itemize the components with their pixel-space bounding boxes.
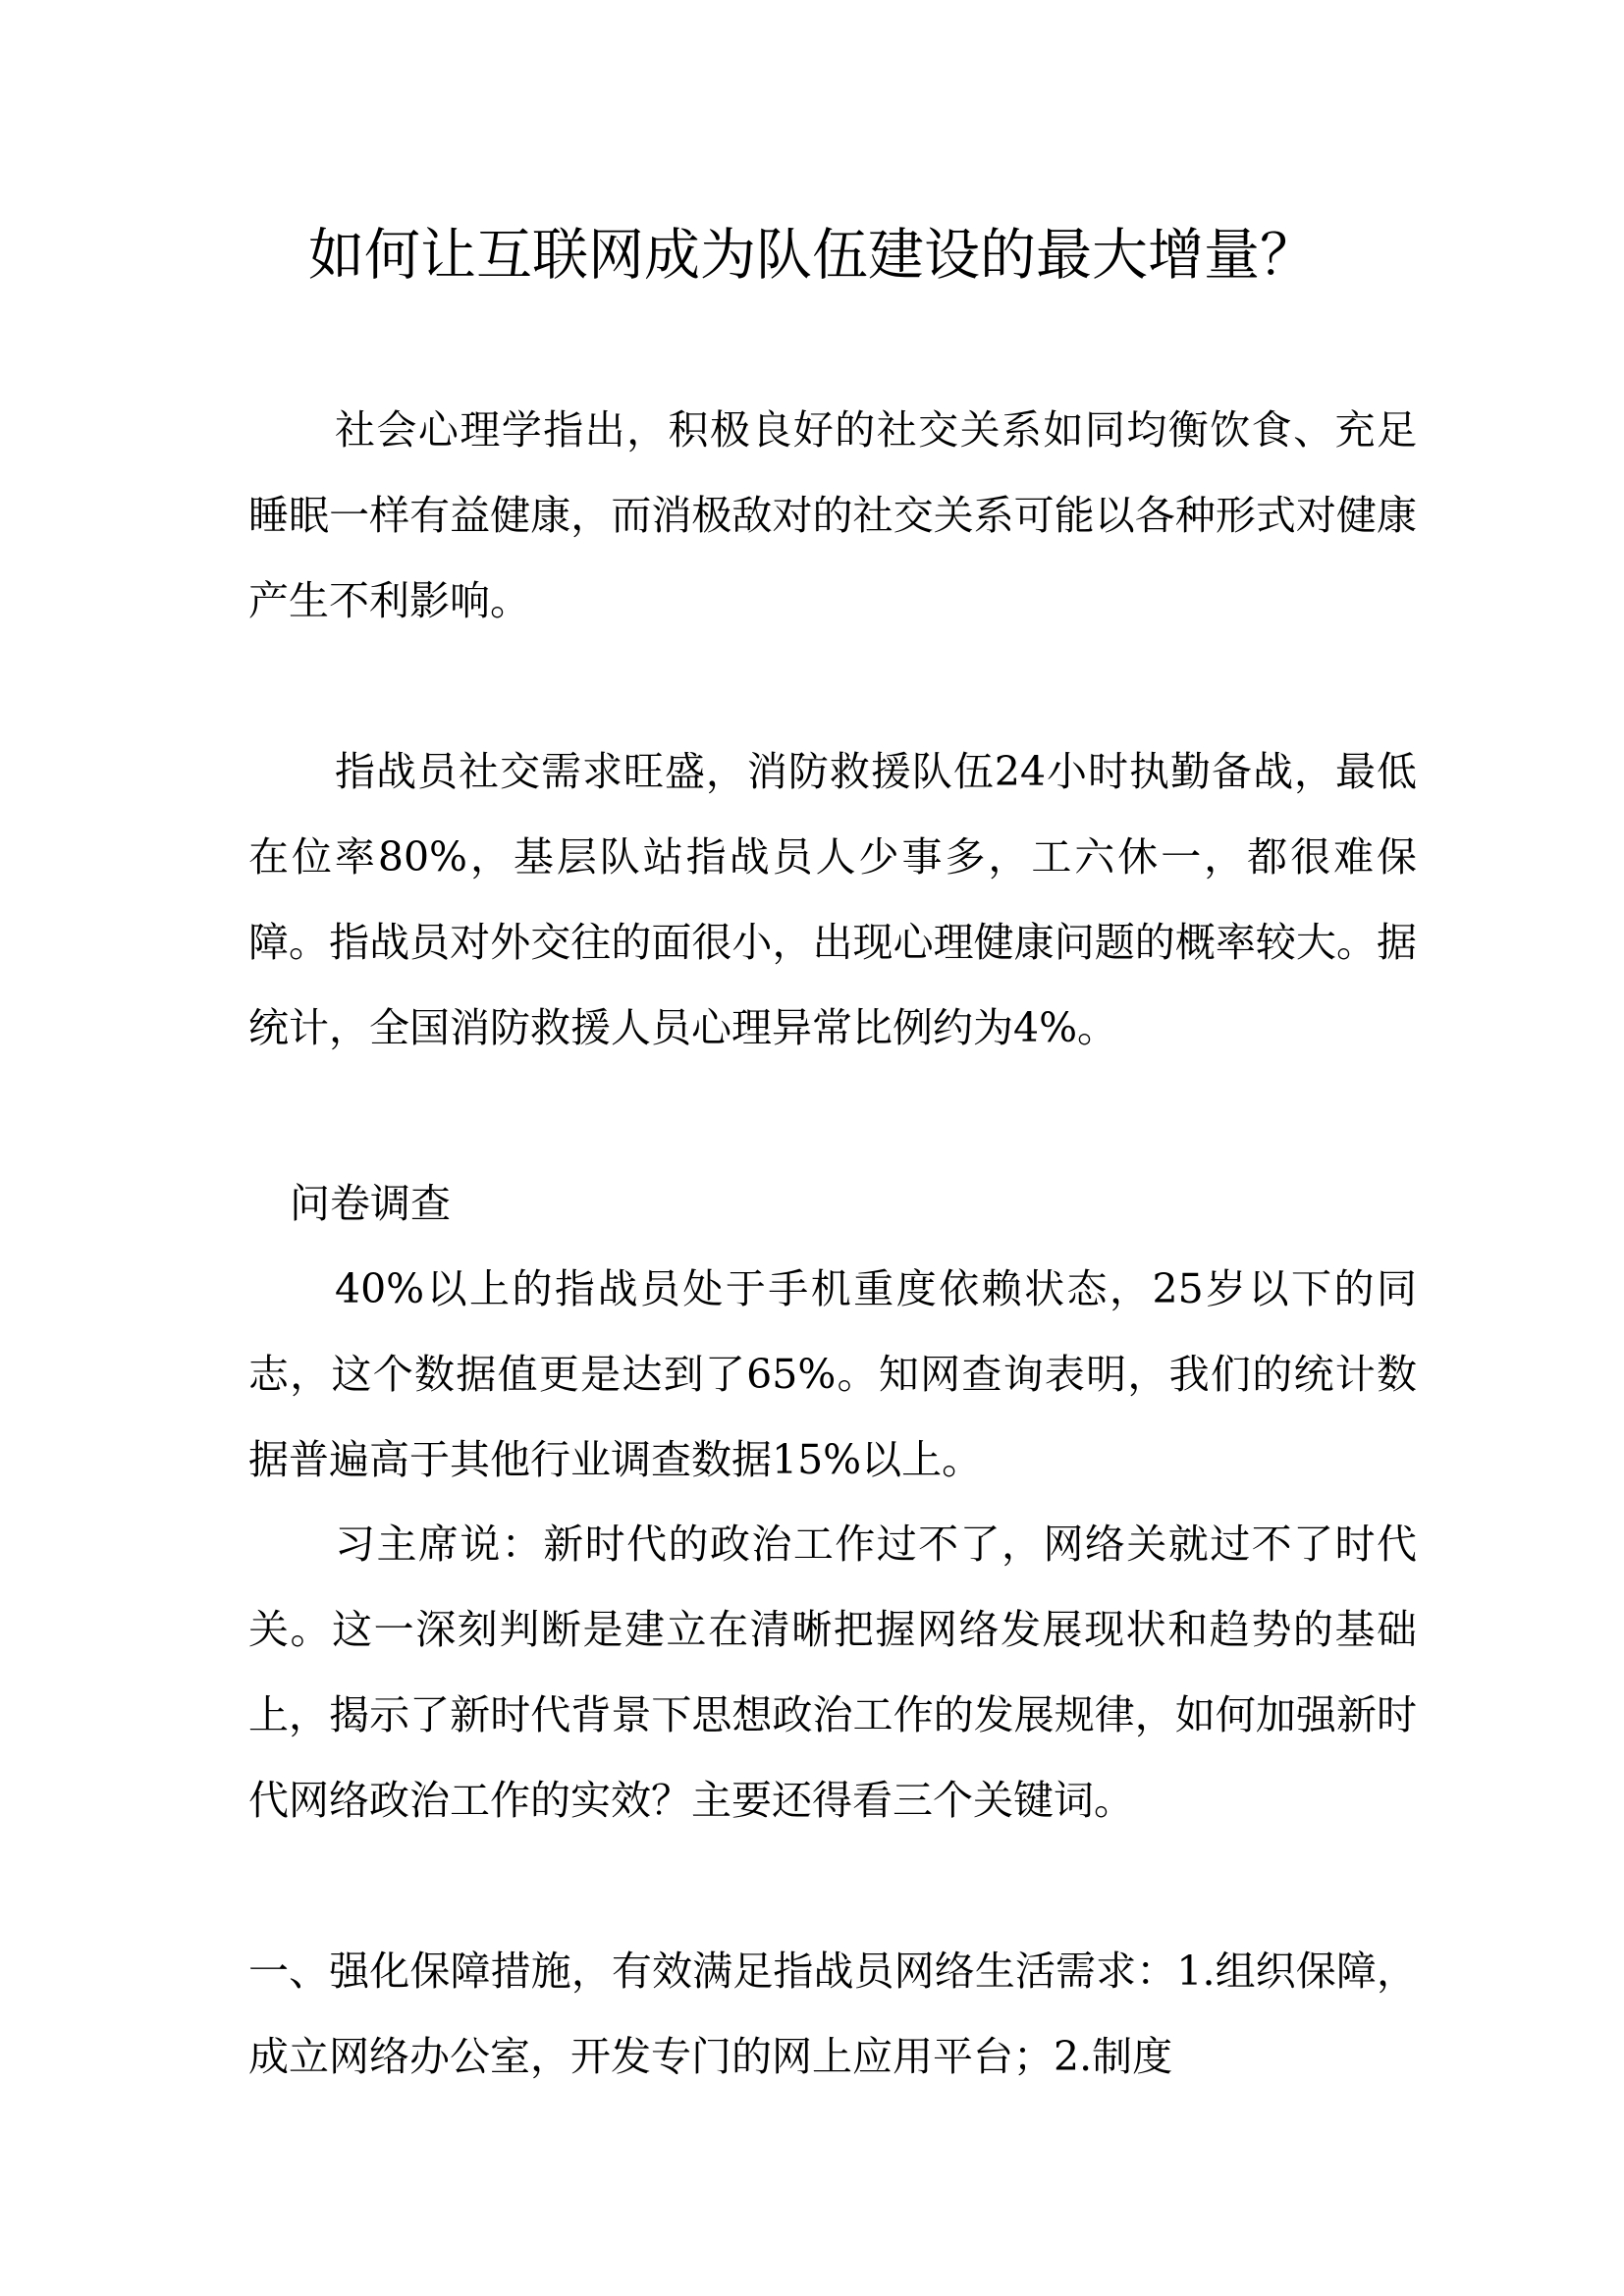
section-heading-survey: 问卷调查 — [290, 1180, 451, 1227]
paragraph-social-psychology: 社会心理学指出，积极良好的社交关系如同均衡饮食、充足睡眠一样有益健康，而消极敌对的社交关系可能以各种形式对健康产生不利影响。 — [248, 406, 1417, 624]
paragraph-social-needs: 指战员社交需求旺盛，消防救援队伍24小时执勤备战，最低在位率80%，基层队站指战员人少事多，工六休一，都很难保障。指战员对外交往的面很小，出现心理健康问题的概率较大。据统计，全国消防救援人员心理异常比例约为4%。 — [248, 748, 1417, 1051]
paragraph-measures: 一、强化保障措施，有效满足指战员网络生活需求：1.组织保障，成立网络办公室，开发专门的网上应用平台；2.制度 — [248, 1948, 1417, 2080]
paragraph-xi-quote: 习主席说：新时代的政治工作过不了，网络关就过不了时代关。这一深刻判断是建立在清晰把握网络发展现状和趋势的基础上，揭示了新时代背景下思想政治工作的发展规律，如何加强新时代网络政治工作的实效？主要还得看三个关键词。 — [248, 1521, 1417, 1824]
document-title: 如何让互联网成为队伍建设的最大增量？ — [308, 223, 1316, 288]
paragraph-phone-dependence: 40%以上的指战员处于手机重度依赖状态，25岁以下的同志，这个数据值更是达到了65%。知网查询表明，我们的统计数据普遍高于其他行业调查数据15%以上。 — [248, 1265, 1417, 1483]
